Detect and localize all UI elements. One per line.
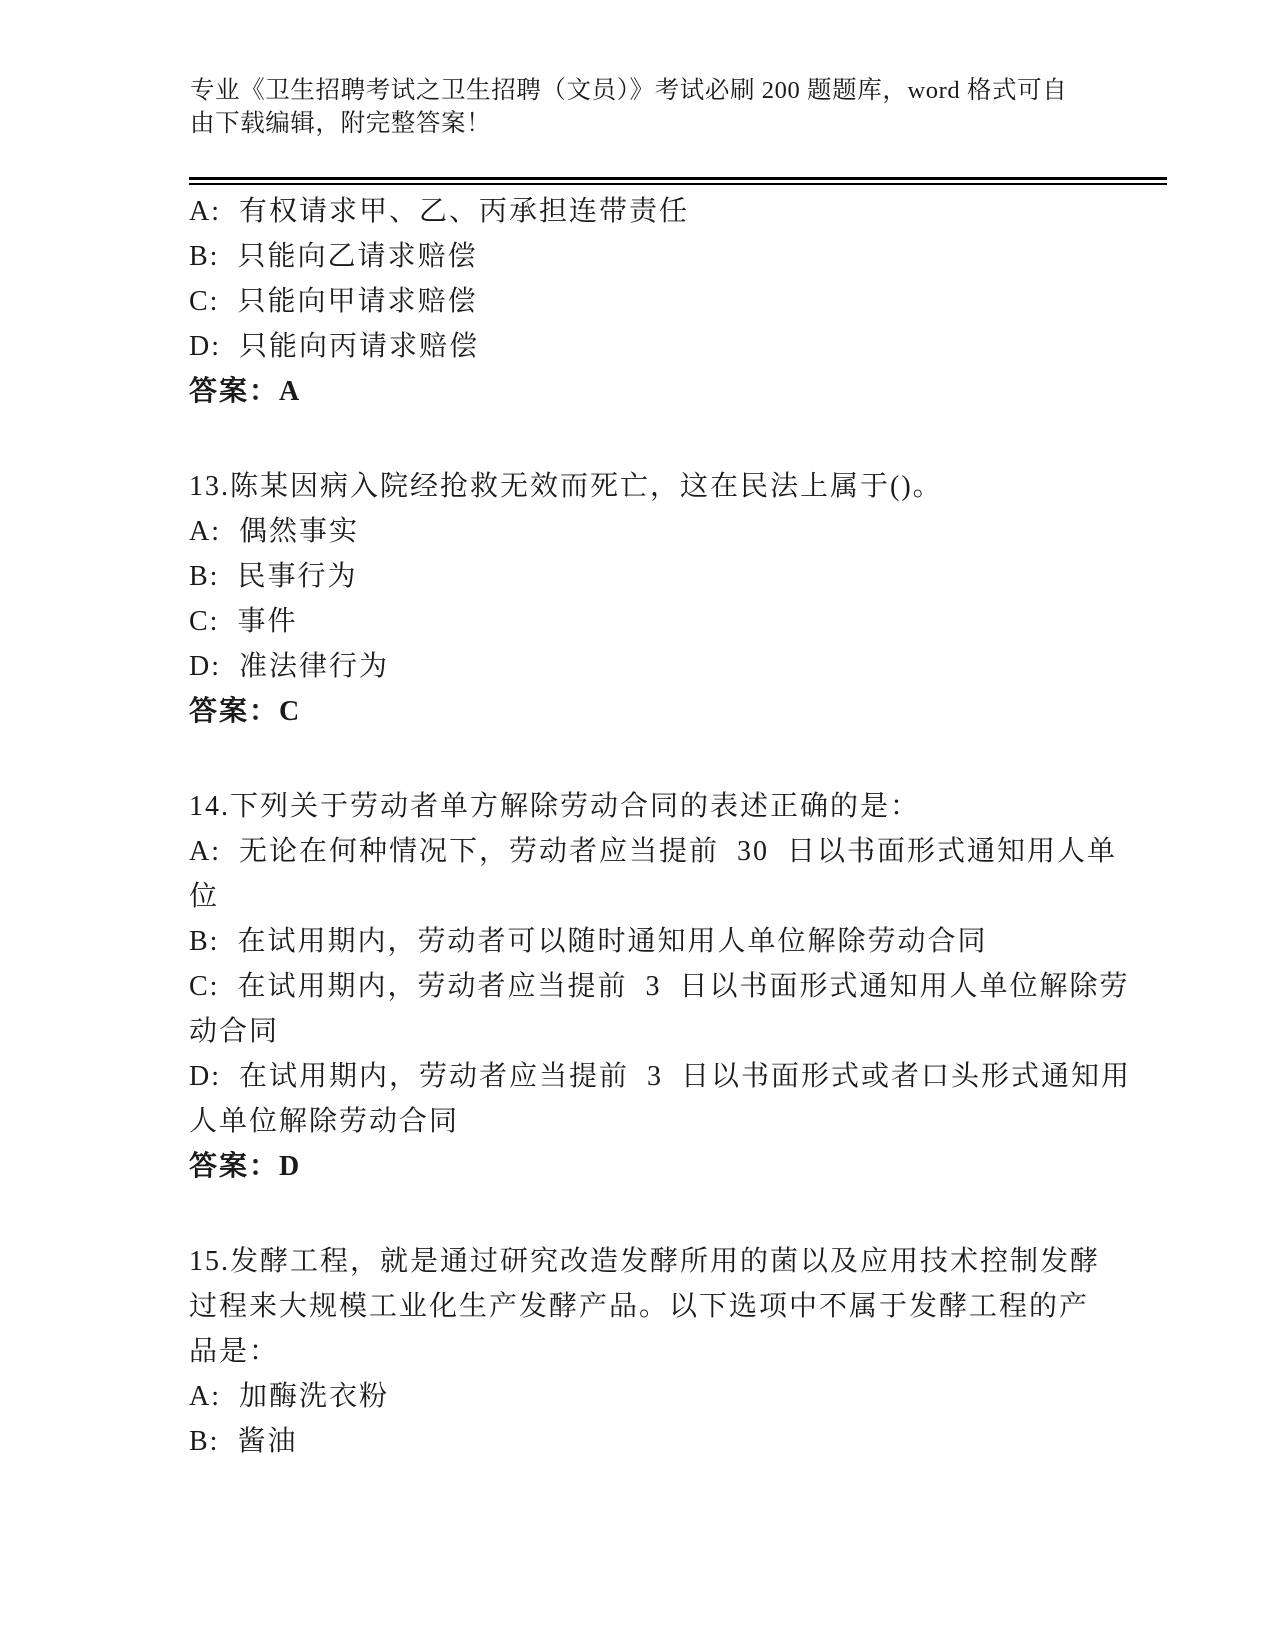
question-line: 13.陈某因病入院经抢救无效而死亡，这在民法上属于()。	[189, 471, 943, 502]
question-continuation-line: 过程来大规模工业化生产发酵产品。以下选项中不属于发酵工程的产	[189, 1291, 1090, 1322]
question-continuation-line: 品是：	[189, 1336, 280, 1367]
question-15	[189, 1239, 1199, 1464]
answer-line: 答案：A	[189, 376, 302, 407]
option-line: A: 偶然事实	[189, 516, 360, 547]
option-line: D: 在试用期内，劳动者应当提前 3 日以书面形式或者口头形式通知用	[189, 1061, 1132, 1092]
option-line: A: 有权请求甲、乙、丙承担连带责任	[189, 196, 690, 227]
option-line: D: 准法律行为	[189, 651, 390, 682]
option-line: A: 加酶洗衣粉	[189, 1381, 390, 1412]
answer-line: 答案：D	[189, 1151, 302, 1182]
question-13	[189, 464, 1199, 734]
option-line: B: 民事行为	[189, 561, 358, 592]
header-text-line: 由下载编辑，附完整答案！	[190, 110, 492, 137]
header-text-line: 专业《卫生招聘考试之卫生招聘（文员）》考试必刷 200 题题库，word 格式可自	[190, 77, 1068, 104]
question-12-options	[189, 189, 1199, 414]
option-line: C: 只能向甲请求赔偿	[189, 286, 478, 317]
option-line: C: 在试用期内，劳动者应当提前 3 日以书面形式通知用人单位解除劳	[189, 971, 1130, 1002]
option-line: B: 酱油	[189, 1426, 298, 1457]
answer-line: 答案：C	[189, 696, 302, 727]
option-continuation-line: 动合同	[189, 1016, 280, 1047]
page-header	[190, 74, 1110, 140]
option-line: B: 在试用期内，劳动者可以随时通知用人单位解除劳动合同	[189, 926, 988, 957]
question-line: 14.下列关于劳动者单方解除劳动合同的表述正确的是：	[189, 791, 921, 822]
question-line: 15.发酵工程，就是通过研究改造发酵所用的菌以及应用技术控制发酵	[189, 1246, 1101, 1277]
option-line: C: 事件	[189, 606, 298, 637]
option-line: B: 只能向乙请求赔偿	[189, 241, 478, 272]
option-continuation-line: 位	[189, 881, 220, 912]
option-continuation-line: 人单位解除劳动合同	[189, 1106, 460, 1137]
option-line: A: 无论在何种情况下，劳动者应当提前 30 日以书面形式通知用人单	[189, 836, 1118, 867]
header-divider-double-rule	[189, 177, 1167, 185]
option-line: D: 只能向丙请求赔偿	[189, 331, 480, 362]
document-body	[189, 189, 1199, 1464]
question-14	[189, 784, 1199, 1189]
